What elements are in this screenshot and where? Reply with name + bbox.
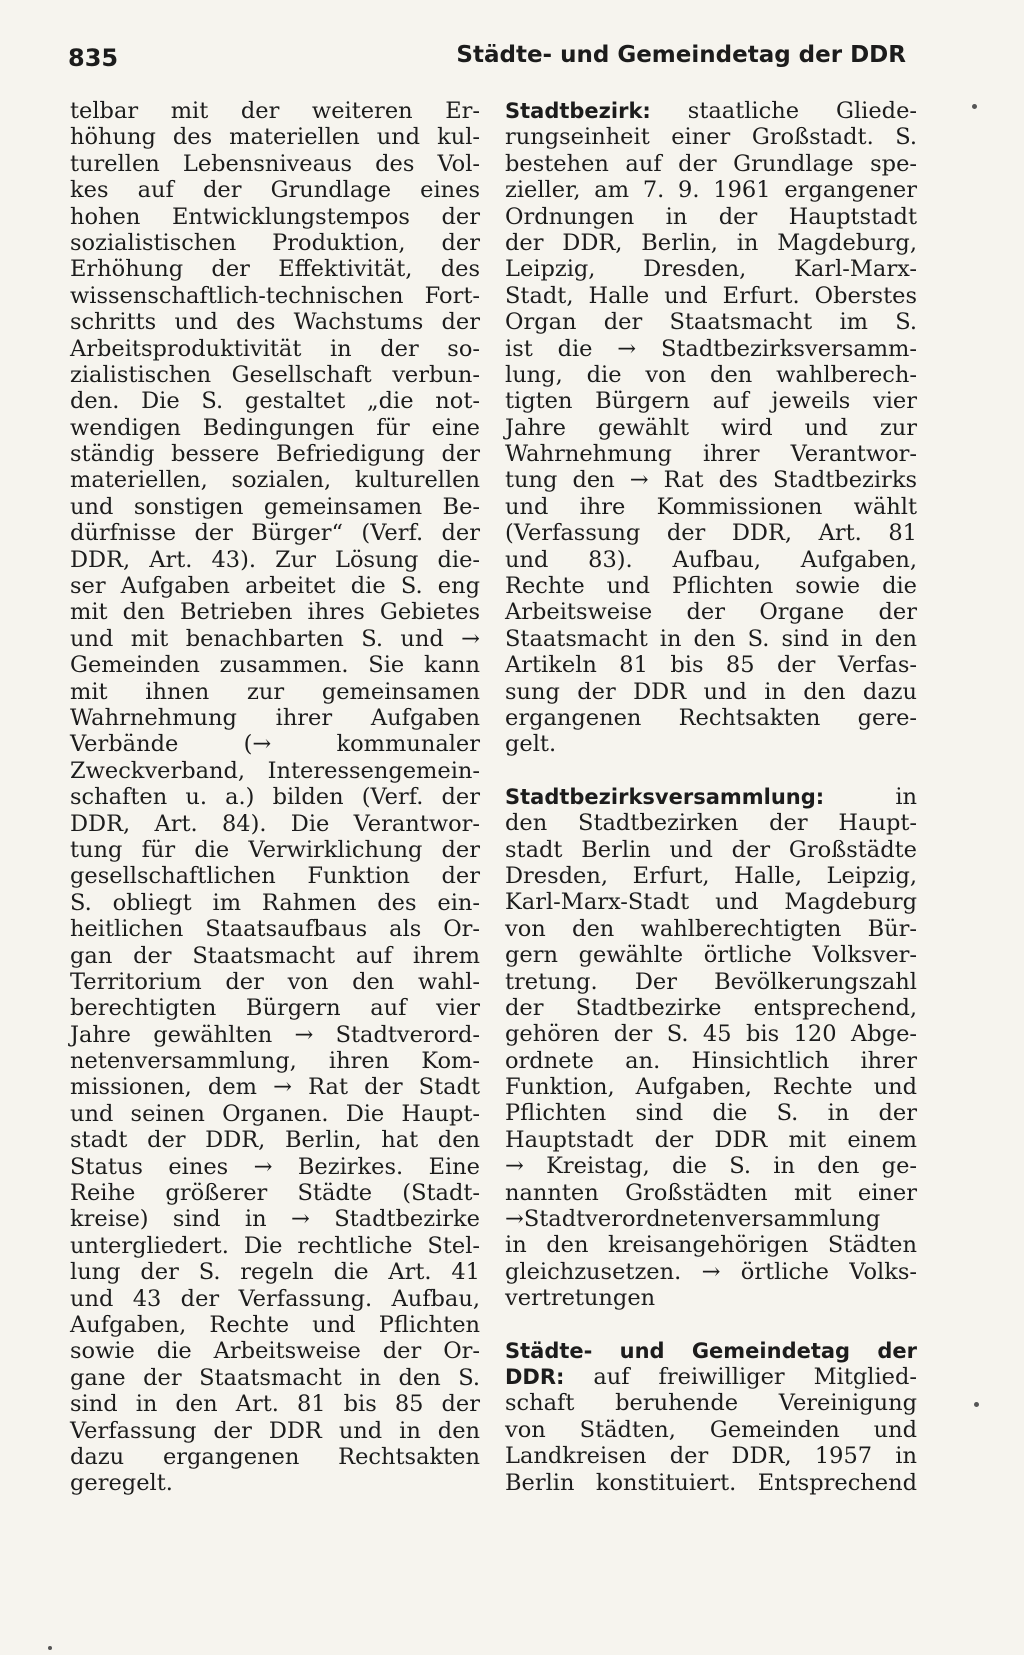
print-speck [48,1646,52,1650]
text-line: tung den → Rat des Stadtbezirks [505,467,917,494]
text-line: ordnete an. Hinsichtlich ihrer [505,1047,917,1074]
text-line: gern gewählte örtliche Volksver- [505,942,917,969]
entry-term: Stadtbezirksversammlung: [505,784,825,809]
text-line: kes auf der Grundlage eines [70,177,480,204]
text-line: Hauptstadt der DDR mit einem [505,1126,917,1153]
text-line: Rechte und Pflichten sowie die [505,573,917,600]
text-line: Aufgaben, Rechte und Pflichten [70,1311,480,1338]
text-line: und ihre Kommissionen wählt [505,493,917,520]
text-line: zialistischen Gesellschaft verbun- [70,361,480,388]
entry-first-line [505,784,917,810]
text-line: Ordnungen in der Hauptstadt [505,203,917,230]
text-line: sowie die Arbeitsweise der Or- [70,1338,480,1365]
text-line: Arbeitsweise der Organe der [505,599,917,626]
text-line: dürfnisse der Bürger“ (Verf. der [70,520,480,547]
entry-first-line [505,1364,917,1390]
text-line: Berlin konstituiert. Entsprechend [505,1469,917,1496]
text-line: Verbände (→ kommunaler [70,731,480,758]
text-line: nannten Großstädten mit einer [505,1179,917,1206]
text-line: Status eines → Bezirkes. Eine [70,1153,480,1180]
text-line: kreise) sind in → Stadtbezirke [70,1206,480,1233]
text-line: DDR, Art. 43). Zur Lösung die- [70,546,480,573]
entry-term: Stadtbezirk: [505,99,651,123]
text-line: der DDR, Berlin, in Magdeburg, [505,229,917,256]
text-line: wissenschaftlich-technischen Fort- [70,282,480,309]
entry-stadtbezirksversammlung [505,784,917,1312]
text-line: tigten Bürgern auf jeweils vier [505,388,917,415]
text-line: rungseinheit einer Großstadt. S. [505,124,917,151]
text-line: ergangenen Rechtsakten gere- [505,704,917,731]
text-line: und 43 der Verfassung. Aufbau, [70,1285,480,1312]
entry-term: Städte- und Gemeindetag der [505,1338,917,1363]
text-line: dazu ergangenen Rechtsakten [70,1443,480,1470]
text-line: Karl-Marx-Stadt und Magdeburg [505,889,917,916]
text-line: Reihe größerer Städte (Stadt- [70,1180,480,1207]
text-line: netenversammlung, ihren Kom- [70,1048,480,1075]
text-line: vertretungen [505,1285,656,1312]
text-line: Artikeln 81 bis 85 der Verfas- [505,652,917,679]
text-line: Arbeitsproduktivität in der so- [70,335,480,362]
text-line: → Kreistag, die S. in den ge- [505,1153,917,1180]
text-line: ist die → Stadtbezirksversamm- [505,335,917,362]
text-line: den Stadtbezirken der Haupt- [505,810,917,837]
text-line: und mit benachbarten S. und → [70,625,480,652]
text-line: Funktion, Aufgaben, Rechte und [505,1074,917,1101]
text-line: Dresden, Erfurt, Halle, Leipzig, [505,862,917,889]
text-line: gleichzusetzen. → örtliche Volks- [505,1258,917,1285]
text-line: von den wahlberechtigten Bür- [505,915,917,942]
text-line: Jahre gewählten → Stadtverord- [70,1021,480,1048]
text-line: Wahrnehmung ihrer Aufgaben [70,704,480,731]
text-line: DDR, Art. 84). Die Verantwor- [70,810,480,837]
text-line: stadt der DDR, Berlin, hat den [70,1127,480,1154]
text-line: hohen Entwicklungstempos der [70,203,480,230]
text-line: schaften u. a.) bilden (Verf. der [70,784,480,811]
text-line: Zweckverband, Interessengemein- [70,757,480,784]
text-line: heitlichen Staatsaufbaus als Or- [70,916,480,943]
text-line: untergliedert. Die rechtliche Stel- [70,1232,480,1259]
text-line: geregelt. [70,1470,173,1497]
text-line: staatliche Gliede- [687,98,917,124]
entry-term-end: DDR: [505,1364,565,1389]
text-line: Jahre gewählt wird und zur [505,414,917,441]
text-line: gane der Staatsmacht in den S. [70,1364,480,1391]
text-line: schritts und des Wachstums der [70,309,480,336]
text-line: berechtigten Bürgern auf vier [70,995,480,1022]
text-line: und 83). Aufbau, Aufgaben, [505,546,917,573]
text-line: höhung des materiellen und kul- [70,124,480,151]
text-line: missionen, dem → Rat der Stadt [70,1074,480,1101]
text-line: Organ der Staatsmacht im S. [505,309,917,336]
text-line: Staatsmacht in den S. sind in den [505,625,917,652]
text-line: und seinen Organen. Die Haupt- [70,1100,480,1127]
text-line: in den kreisangehörigen Städten [505,1232,917,1259]
text-line: schaft beruhende Vereinigung [505,1390,917,1417]
text-line: auf freiwilliger Mitglied- [593,1363,918,1390]
text-line: in [895,783,917,810]
text-line: von Städten, Gemeinden und [505,1416,917,1443]
text-line: mit den Betrieben ihres Gebietes [70,599,480,626]
text-line: ser Aufgaben arbeitet die S. eng [70,573,480,600]
text-line: ständig bessere Befriedigung der [70,441,480,468]
text-line: Leipzig, Dresden, Karl-Marx- [505,256,917,283]
entry-staedte-und-gemeindetag [505,1338,917,1496]
text-line: tretung. Der Bevölkerungszahl [505,968,917,995]
text-line: bestehen auf der Grundlage spe- [505,150,917,177]
text-line: Wahrnehmung ihrer Verantwor- [505,441,917,468]
right-column [505,98,917,1522]
text-line: sind in den Art. 81 bis 85 der [70,1391,480,1418]
text-line: Landkreisen der DDR, 1957 in [505,1443,917,1470]
text-line: stadt Berlin und der Großstädte [505,836,917,863]
text-line: zieller, am 7. 9. 1961 ergangener [505,177,917,204]
print-speck [974,1402,979,1407]
text-line: mit ihnen zur gemeinsamen [70,678,480,705]
text-line: Gemeinden zusammen. Sie kann [70,652,480,679]
entry-stadtbezirk [505,98,917,758]
text-line: →Stadtverordnetenversammlung [505,1206,881,1233]
text-line: Stadt, Halle und Erfurt. Oberstes [505,282,917,309]
text-line: telbar mit der weiteren Er- [70,98,480,124]
text-line: den. Die S. gestaltet „die not- [70,388,480,415]
text-line: gesellschaftlichen Funktion der [70,863,480,890]
text-line: S. obliegt im Rahmen des ein- [70,889,480,916]
text-line: (Verfassung der DDR, Art. 81 [505,520,917,547]
text-line: lung der S. regeln die Art. 41 [70,1259,480,1286]
entry-first-line [505,98,917,124]
text-line: gehören der S. 45 bis 120 Abge- [505,1021,917,1048]
text-line: sozialistischen Produktion, der [70,229,480,256]
entry-term-line [505,1338,917,1364]
text-line: gelt. [505,731,557,758]
text-line: der Stadtbezirke entsprechend, [505,994,917,1021]
text-line: sung der DDR und in den dazu [505,678,917,705]
text-line: und sonstigen gemeinsamen Be- [70,493,480,520]
text-line: wendigen Bedingungen für eine [70,414,480,441]
text-line: materiellen, sozialen, kulturellen [70,467,480,494]
text-line: lung, die von den wahlberech- [505,361,917,388]
text-line: tung für die Verwirklichung der [70,836,480,863]
text-line: Pflichten sind die S. in der [505,1100,917,1127]
text-line: Territorium der von den wahl- [70,968,480,995]
text-line: turellen Lebensniveaus des Vol- [70,150,480,177]
text-line: gan der Staatsmacht auf ihrem [70,942,480,969]
print-speck [972,104,977,109]
text-line: Erhöhung der Effektivität, des [70,256,480,283]
page-number: 835 [68,44,119,72]
text-line: Verfassung der DDR und in den [70,1417,480,1444]
running-head: Städte- und Gemeindetag der DDR [456,42,906,68]
left-column [70,98,480,1497]
